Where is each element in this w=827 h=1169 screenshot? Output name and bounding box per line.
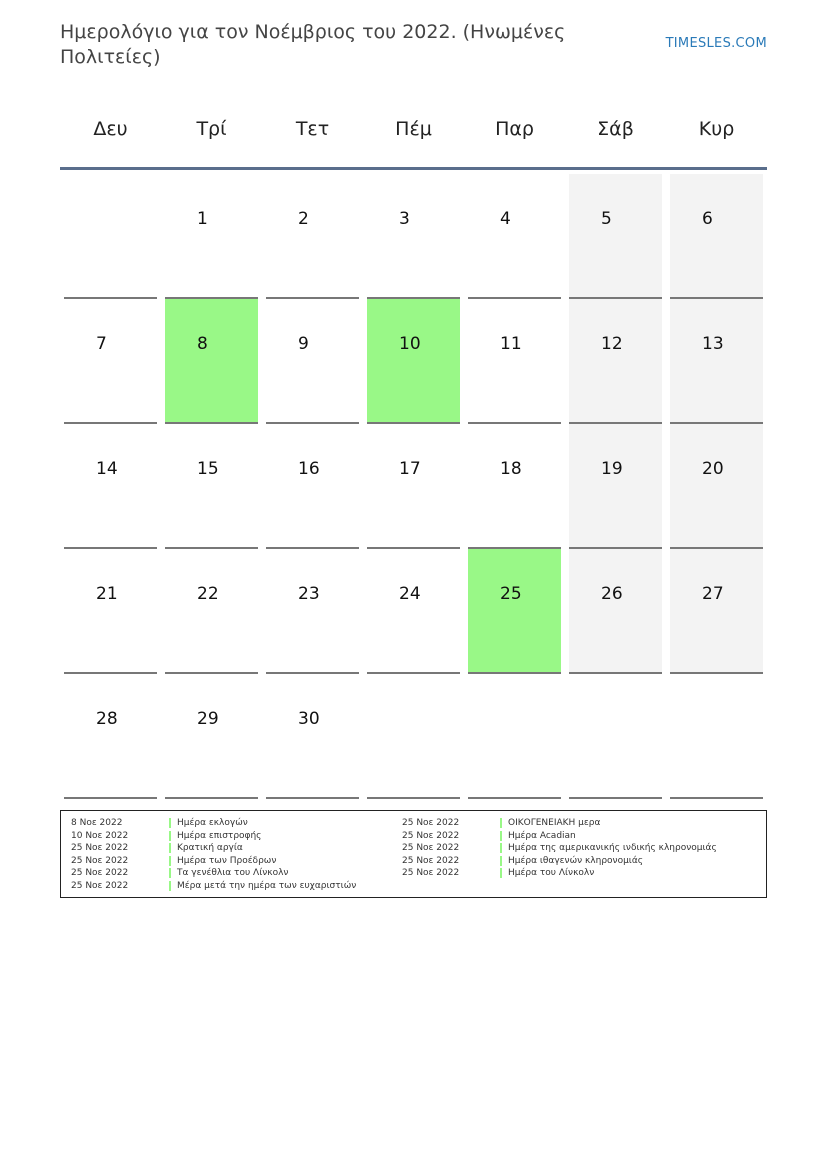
day-cell-background: [165, 549, 258, 674]
legend-date: 25 Νοε 2022: [402, 818, 460, 828]
legend-row: [71, 842, 356, 855]
day-cell[interactable]: [464, 424, 565, 549]
day-cell-background: [367, 549, 460, 674]
day-cell: [60, 174, 161, 299]
day-cell-background: [165, 674, 258, 799]
day-number: 27: [702, 584, 724, 604]
weekday-label: Δευ: [93, 118, 128, 140]
legend-color-marker: [500, 818, 502, 828]
legend-holiday-name: Ημέρα του Λίνκολν: [508, 868, 595, 878]
legend-row: [402, 855, 717, 868]
day-number: 8: [197, 334, 208, 354]
day-cell[interactable]: [60, 674, 161, 799]
day-number: 10: [399, 334, 421, 354]
day-cell-background: [569, 674, 662, 799]
day-cell-background: [468, 674, 561, 799]
day-number: 22: [197, 584, 219, 604]
legend-column-left: [71, 817, 356, 892]
day-number: 11: [500, 334, 522, 354]
page-title: Ημερολόγιο για τον Νοέμβριος του 2022. (Ηνωμένες Πολιτείες): [60, 21, 566, 68]
legend-color-marker: [500, 843, 502, 853]
day-cell-background: [266, 549, 359, 674]
legend-date: 25 Νοε 2022: [402, 855, 460, 866]
day-number: 18: [500, 459, 522, 479]
day-cell[interactable]: [262, 674, 363, 799]
day-cell-background: [165, 299, 258, 424]
day-cell-weekend[interactable]: [565, 549, 666, 674]
day-cell-background: [266, 424, 359, 549]
day-number: 12: [601, 334, 623, 354]
weekday-header: [60, 105, 767, 170]
day-cell-weekend[interactable]: [666, 174, 767, 299]
day-cell-background: [64, 424, 157, 549]
day-cell-background: [569, 424, 662, 549]
day-cell: [666, 674, 767, 799]
legend-row: [402, 817, 717, 830]
day-cell-background: [670, 549, 763, 674]
day-number: 16: [298, 459, 320, 479]
day-cell-background: [266, 674, 359, 799]
legend-row: [71, 855, 356, 868]
legend-color-marker: [169, 843, 171, 853]
legend-holiday-name: Κρατική αργία: [177, 843, 243, 853]
day-cell[interactable]: [60, 299, 161, 424]
legend-date: 25 Νοε 2022: [402, 843, 460, 853]
day-cell[interactable]: [464, 174, 565, 299]
day-number: 29: [197, 709, 219, 729]
day-cell-background: [64, 674, 157, 799]
legend-holiday-name: Ημέρα της αμερικανικής ινδικής κληρονομιάς: [508, 843, 717, 853]
day-cell: [565, 674, 666, 799]
day-cell-weekend[interactable]: [666, 299, 767, 424]
day-cell[interactable]: [161, 549, 262, 674]
day-cell-background: [468, 174, 561, 299]
day-cell[interactable]: [262, 549, 363, 674]
day-number: 15: [197, 459, 219, 479]
day-cell-background: [266, 174, 359, 299]
day-cell[interactable]: [60, 549, 161, 674]
day-number: 28: [96, 709, 118, 729]
legend-color-marker: [169, 868, 171, 878]
day-number: 30: [298, 709, 320, 729]
day-cell-weekend[interactable]: [565, 174, 666, 299]
day-cell[interactable]: [161, 174, 262, 299]
weekday-label: Σάβ: [597, 118, 634, 140]
day-cell-background: [468, 424, 561, 549]
day-cell-background: [670, 299, 763, 424]
legend-color-marker: [500, 868, 502, 878]
legend-date: 25 Νοε 2022: [71, 843, 129, 853]
legend-date: 25 Νοε 2022: [71, 880, 129, 891]
calendar-grid: [60, 174, 767, 799]
legend-color-marker: [169, 881, 171, 891]
day-cell-background: [468, 299, 561, 424]
legend-holiday-name: Ημέρα Acadian: [508, 830, 576, 841]
day-cell-background: [569, 174, 662, 299]
day-number: 21: [96, 584, 118, 604]
legend-column-right: [402, 817, 717, 880]
legend-date: 25 Νοε 2022: [402, 868, 460, 878]
weekday-label: Τρί: [196, 118, 227, 140]
day-number: 25: [500, 584, 522, 604]
day-number: 9: [298, 334, 309, 354]
day-cell-background: [569, 299, 662, 424]
day-cell-background: [367, 299, 460, 424]
legend-color-marker: [169, 831, 171, 841]
day-cell-weekend[interactable]: [565, 299, 666, 424]
weekday-label: Πέμ: [395, 118, 432, 140]
day-cell[interactable]: [363, 549, 464, 674]
day-cell: [363, 674, 464, 799]
holiday-legend: [60, 810, 767, 898]
legend-holiday-name: ΟΙΚΟΓΕΝΕΙΑΚΗ μερα: [508, 818, 601, 828]
legend-date: 25 Νοε 2022: [71, 855, 129, 866]
day-cell-background: [670, 174, 763, 299]
legend-row: [71, 880, 356, 893]
day-cell-background: [367, 174, 460, 299]
legend-color-marker: [169, 856, 171, 866]
legend-color-marker: [500, 831, 502, 841]
weekday-label: Τετ: [295, 118, 330, 140]
legend-holiday-name: Τα γενέθλια του Λίνκολν: [177, 868, 289, 878]
legend-row: [402, 842, 717, 855]
day-number: 5: [601, 209, 612, 229]
legend-row: [71, 867, 356, 880]
day-cell[interactable]: [262, 424, 363, 549]
legend-holiday-name: Ημέρα εκλογών: [177, 818, 248, 828]
day-number: 19: [601, 459, 623, 479]
day-number: 20: [702, 459, 724, 479]
day-cell[interactable]: [363, 424, 464, 549]
weekday-label: Παρ: [495, 118, 534, 140]
legend-holiday-name: Ημέρα ιθαγενών κληρονομιάς: [508, 855, 644, 866]
legend-date: 25 Νοε 2022: [71, 868, 129, 878]
day-cell[interactable]: [161, 424, 262, 549]
day-cell-background: [165, 174, 258, 299]
legend-date: 25 Νοε 2022: [402, 830, 460, 841]
day-number: 2: [298, 209, 309, 229]
day-cell-weekend[interactable]: [565, 424, 666, 549]
day-cell-background: [670, 424, 763, 549]
legend-date: 8 Νοε 2022: [71, 818, 123, 828]
day-cell-weekend[interactable]: [666, 424, 767, 549]
day-cell-background: [64, 174, 157, 299]
legend-row: [71, 817, 356, 830]
day-number: 24: [399, 584, 421, 604]
day-cell-holiday[interactable]: [464, 549, 565, 674]
day-cell-background: [367, 674, 460, 799]
weekday-label: Κυρ: [698, 118, 735, 140]
calendar: [60, 105, 767, 799]
legend-color-marker: [169, 818, 171, 828]
day-number: 4: [500, 209, 511, 229]
legend-date: 10 Νοε 2022: [71, 830, 129, 841]
day-cell-holiday[interactable]: [363, 299, 464, 424]
day-cell-background: [64, 299, 157, 424]
legend-color-marker: [500, 856, 502, 866]
legend-row: [402, 867, 717, 880]
day-cell-holiday[interactable]: [161, 299, 262, 424]
day-cell[interactable]: [262, 174, 363, 299]
day-cell[interactable]: [161, 674, 262, 799]
day-cell[interactable]: [363, 174, 464, 299]
day-number: 26: [601, 584, 623, 604]
day-number: 14: [96, 459, 118, 479]
day-cell-background: [569, 549, 662, 674]
day-number: 1: [197, 209, 208, 229]
day-number: 23: [298, 584, 320, 604]
day-cell-weekend[interactable]: [666, 549, 767, 674]
day-cell[interactable]: [60, 424, 161, 549]
day-cell-background: [367, 424, 460, 549]
legend-row: [402, 830, 717, 843]
day-cell-background: [165, 424, 258, 549]
day-number: 13: [702, 334, 724, 354]
legend-holiday-name: Ημέρα επιστροφής: [177, 830, 262, 841]
brand-link[interactable]: TIMESLES.COM: [665, 36, 767, 51]
day-number: 3: [399, 209, 410, 229]
day-cell-background: [266, 299, 359, 424]
legend-holiday-name: Μέρα μετά την ημέρα των ευχαριστιών: [177, 880, 357, 891]
legend-row: [71, 830, 356, 843]
day-cell: [464, 674, 565, 799]
day-cell[interactable]: [262, 299, 363, 424]
day-cell-background: [670, 674, 763, 799]
day-number: 7: [96, 334, 107, 354]
day-cell-background: [468, 549, 561, 674]
day-number: 17: [399, 459, 421, 479]
legend-holiday-name: Ημέρα των Προέδρων: [177, 855, 277, 866]
day-cell-background: [64, 549, 157, 674]
day-number: 6: [702, 209, 713, 229]
day-cell[interactable]: [464, 299, 565, 424]
